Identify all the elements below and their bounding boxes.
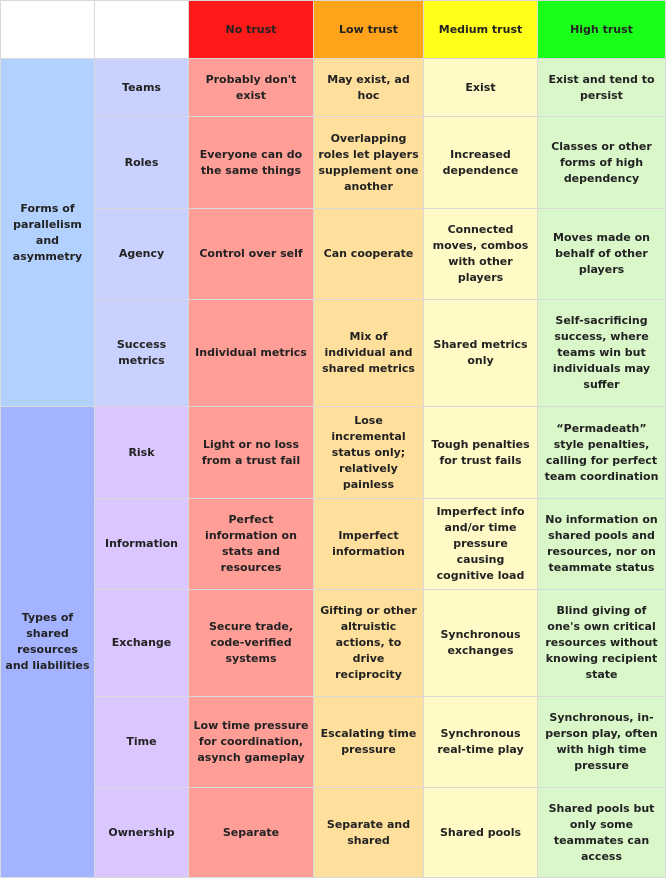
cell-ownership-low-trust: Separate and shared bbox=[314, 788, 424, 878]
cell-success-medium-trust: Shared metrics only bbox=[424, 300, 538, 407]
cell-information-no-trust: Perfect information on stats and resources bbox=[189, 499, 314, 590]
cell-success-no-trust: Individual metrics bbox=[189, 300, 314, 407]
header-medium-trust: Medium trust bbox=[424, 1, 538, 59]
row-label-ownership: Ownership bbox=[95, 788, 189, 878]
cell-roles-high-trust: Classes or other forms of high dependency bbox=[538, 117, 666, 209]
table-row-success-metrics bbox=[1, 300, 666, 407]
cell-exchange-no-trust: Secure trade, code-verified systems bbox=[189, 590, 314, 697]
corner-cell-dimension bbox=[95, 1, 189, 59]
row-label-roles: Roles bbox=[95, 117, 189, 209]
cell-agency-high-trust: Moves made on behalf of other players bbox=[538, 209, 666, 300]
cell-agency-low-trust: Can cooperate bbox=[314, 209, 424, 300]
row-label-information: Information bbox=[95, 499, 189, 590]
table-row-risk bbox=[1, 407, 666, 499]
row-label-time: Time bbox=[95, 697, 189, 788]
cell-time-no-trust: Low time pressure for coordination, asynch gameplay bbox=[189, 697, 314, 788]
cell-teams-low-trust: May exist, ad hoc bbox=[314, 59, 424, 117]
cell-teams-no-trust: Probably don't exist bbox=[189, 59, 314, 117]
cell-information-low-trust: Imperfect information bbox=[314, 499, 424, 590]
cell-risk-no-trust: Light or no loss from a trust fail bbox=[189, 407, 314, 499]
cell-teams-high-trust: Exist and tend to persist bbox=[538, 59, 666, 117]
cell-success-high-trust: Self-sacrificing success, where teams win but individuals may suffer bbox=[538, 300, 666, 407]
cell-risk-high-trust: “Permadeath” style penalties, calling for perfect team coordination bbox=[538, 407, 666, 499]
cell-information-high-trust: No information on shared pools and resources, nor on teammate status bbox=[538, 499, 666, 590]
cell-risk-medium-trust: Tough penalties for trust fails bbox=[424, 407, 538, 499]
table-row-time bbox=[1, 697, 666, 788]
row-label-agency: Agency bbox=[95, 209, 189, 300]
table-row-agency bbox=[1, 209, 666, 300]
cell-success-low-trust: Mix of individual and shared metrics bbox=[314, 300, 424, 407]
cell-ownership-medium-trust: Shared pools bbox=[424, 788, 538, 878]
table-row-ownership bbox=[1, 788, 666, 878]
row-label-risk: Risk bbox=[95, 407, 189, 499]
row-label-success-metrics: Success metrics bbox=[95, 300, 189, 407]
header-row bbox=[1, 1, 666, 59]
table-row-exchange bbox=[1, 590, 666, 697]
cell-time-medium-trust: Synchronous real-time play bbox=[424, 697, 538, 788]
header-no-trust: No trust bbox=[189, 1, 314, 59]
group-label-resources: Types of shared resources and liabilities bbox=[1, 407, 95, 878]
header-low-trust: Low trust bbox=[314, 1, 424, 59]
cell-teams-medium-trust: Exist bbox=[424, 59, 538, 117]
table-row-teams bbox=[1, 59, 666, 117]
group-label-parallelism: Forms of parallelism and asymmetry bbox=[1, 59, 95, 407]
cell-roles-low-trust: Overlapping roles let players supplement one another bbox=[314, 117, 424, 209]
cell-exchange-high-trust: Blind giving of one's own critical resources without knowing recipient state bbox=[538, 590, 666, 697]
row-label-teams: Teams bbox=[95, 59, 189, 117]
cell-time-high-trust: Synchronous, in-person play, often with high time pressure bbox=[538, 697, 666, 788]
row-label-exchange: Exchange bbox=[95, 590, 189, 697]
cell-information-medium-trust: Imperfect info and/or time pressure causing cognitive load bbox=[424, 499, 538, 590]
table-row-information bbox=[1, 499, 666, 590]
cell-agency-medium-trust: Connected moves, combos with other players bbox=[424, 209, 538, 300]
cell-ownership-no-trust: Separate bbox=[189, 788, 314, 878]
cell-risk-low-trust: Lose incremental status only; relatively painless bbox=[314, 407, 424, 499]
cell-roles-no-trust: Everyone can do the same things bbox=[189, 117, 314, 209]
cell-exchange-medium-trust: Synchronous exchanges bbox=[424, 590, 538, 697]
cell-time-low-trust: Escalating time pressure bbox=[314, 697, 424, 788]
cell-ownership-high-trust: Shared pools but only some teammates can access bbox=[538, 788, 666, 878]
cell-agency-no-trust: Control over self bbox=[189, 209, 314, 300]
cell-roles-medium-trust: Increased dependence bbox=[424, 117, 538, 209]
table-row-roles bbox=[1, 117, 666, 209]
cell-exchange-low-trust: Gifting or other altruistic actions, to drive reciprocity bbox=[314, 590, 424, 697]
header-high-trust: High trust bbox=[538, 1, 666, 59]
corner-cell-group bbox=[1, 1, 95, 59]
